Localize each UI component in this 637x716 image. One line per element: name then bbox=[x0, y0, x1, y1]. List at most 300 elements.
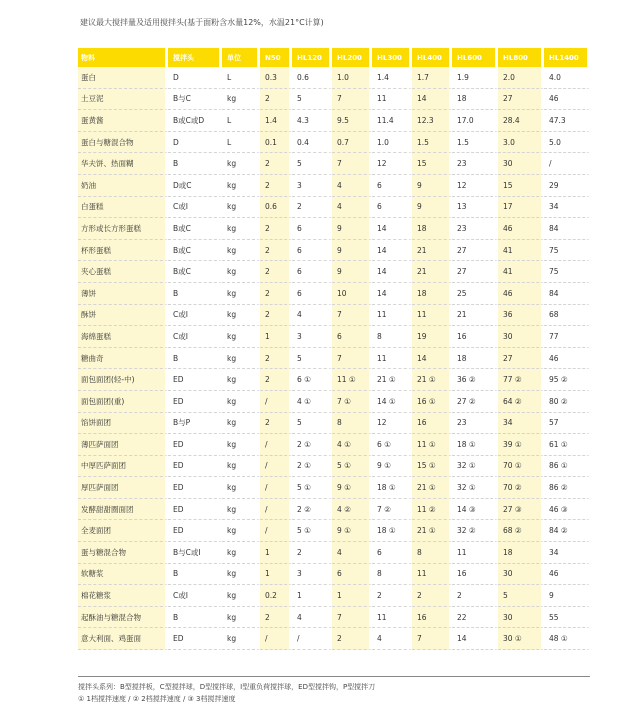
table-cell: 7 bbox=[332, 607, 372, 629]
table-cell: 8 bbox=[332, 413, 372, 435]
table-cell: 2 bbox=[412, 585, 452, 607]
table-cell: 12 bbox=[372, 153, 412, 175]
table-cell: 0.3 bbox=[260, 67, 292, 89]
column-header: N50 bbox=[260, 48, 292, 67]
table-cell: kg bbox=[222, 261, 260, 283]
table-cell: 21 ① bbox=[372, 369, 412, 391]
table-cell: 57 bbox=[544, 413, 590, 435]
table-row bbox=[78, 240, 590, 262]
table-cell: 6 bbox=[372, 175, 412, 197]
table-cell: 11 ② bbox=[412, 499, 452, 521]
table-row bbox=[78, 413, 590, 435]
table-cell: 11 ① bbox=[332, 369, 372, 391]
table-cell: 12.3 bbox=[412, 110, 452, 132]
table-row bbox=[78, 434, 590, 456]
table-cell: B与P bbox=[168, 413, 222, 435]
table-cell: 16 bbox=[412, 607, 452, 629]
table-cell: kg bbox=[222, 197, 260, 219]
table-cell: / bbox=[260, 477, 292, 499]
material-cell: 棉花糖浆 bbox=[78, 585, 168, 607]
table-cell: 16 bbox=[412, 413, 452, 435]
table-cell: 9 bbox=[544, 585, 590, 607]
table-cell: 4 ① bbox=[332, 434, 372, 456]
material-cell: 蛋白与糖混合物 bbox=[78, 132, 168, 154]
table-cell: 12 bbox=[452, 175, 498, 197]
table-row bbox=[78, 305, 590, 327]
table-cell: 0.1 bbox=[260, 132, 292, 154]
table-row bbox=[78, 197, 590, 219]
table-cell: 2 bbox=[260, 89, 292, 111]
table-cell: 32 ① bbox=[452, 477, 498, 499]
table-row bbox=[78, 520, 590, 542]
table-cell: ED bbox=[168, 477, 222, 499]
table-cell: D bbox=[168, 132, 222, 154]
table-row bbox=[78, 110, 590, 132]
material-cell: 面包面团(轻-中) bbox=[78, 369, 168, 391]
table-cell: C或I bbox=[168, 197, 222, 219]
table-cell: 7 ① bbox=[332, 391, 372, 413]
table-cell: 0.7 bbox=[332, 132, 372, 154]
table-cell: 6 bbox=[292, 283, 332, 305]
table-cell: 41 bbox=[498, 261, 544, 283]
table-cell: 68 ② bbox=[498, 520, 544, 542]
table-title: 建议最大搅拌量及适用搅拌头(基于面粉含水量12%，水温21°C计算) bbox=[80, 18, 324, 27]
table-cell: B或C bbox=[168, 240, 222, 262]
table-cell: 1.0 bbox=[372, 132, 412, 154]
table-cell: 55 bbox=[544, 607, 590, 629]
table-cell: 84 bbox=[544, 283, 590, 305]
table-cell: 46 ③ bbox=[544, 499, 590, 521]
table-cell: 1.5 bbox=[452, 132, 498, 154]
table-cell: 1 bbox=[260, 542, 292, 564]
table-cell: 6 bbox=[292, 240, 332, 262]
table-cell: 11 bbox=[452, 542, 498, 564]
table-cell: 6 bbox=[292, 218, 332, 240]
column-header: HL800 bbox=[498, 48, 544, 67]
material-cell: 海绵蛋糕 bbox=[78, 326, 168, 348]
material-cell: 薄饼 bbox=[78, 283, 168, 305]
table-cell: 11.4 bbox=[372, 110, 412, 132]
table-cell: 1.0 bbox=[332, 67, 372, 89]
table-row bbox=[78, 175, 590, 197]
table-cell: B或C或D bbox=[168, 110, 222, 132]
table-cell: / bbox=[260, 434, 292, 456]
column-header: HL120 bbox=[292, 48, 332, 67]
column-header: 单位 bbox=[222, 48, 260, 67]
column-header: HL400 bbox=[412, 48, 452, 67]
material-cell: 蛋黄酱 bbox=[78, 110, 168, 132]
material-cell: 酥饼 bbox=[78, 305, 168, 327]
table-cell: 9 bbox=[412, 197, 452, 219]
table-cell: 1.5 bbox=[412, 132, 452, 154]
table-cell: L bbox=[222, 67, 260, 89]
material-cell: 白蛋糕 bbox=[78, 197, 168, 219]
table-cell: 77 ② bbox=[498, 369, 544, 391]
material-cell: 糖曲奇 bbox=[78, 348, 168, 370]
material-cell: 薄匹萨面团 bbox=[78, 434, 168, 456]
table-cell: ED bbox=[168, 520, 222, 542]
header-row bbox=[78, 48, 590, 67]
table-cell: 4 bbox=[292, 305, 332, 327]
table-cell: kg bbox=[222, 585, 260, 607]
table-cell: B bbox=[168, 564, 222, 586]
table-cell: B或C bbox=[168, 261, 222, 283]
table-cell: ED bbox=[168, 369, 222, 391]
table-cell: 80 ② bbox=[544, 391, 590, 413]
material-cell: 方形或长方形蛋糕 bbox=[78, 218, 168, 240]
table-cell: 2 bbox=[292, 542, 332, 564]
table-cell: kg bbox=[222, 283, 260, 305]
column-header: 搅拌头 bbox=[168, 48, 222, 67]
table-row bbox=[78, 456, 590, 478]
table-cell: B bbox=[168, 153, 222, 175]
table-cell: 7 ② bbox=[372, 499, 412, 521]
table-row bbox=[78, 283, 590, 305]
table-cell: 18 bbox=[452, 89, 498, 111]
table-cell: 5 bbox=[292, 89, 332, 111]
table-cell: 14 bbox=[372, 283, 412, 305]
table-cell: 84 ② bbox=[544, 520, 590, 542]
material-cell: 软糖浆 bbox=[78, 564, 168, 586]
table-cell: 21 bbox=[452, 305, 498, 327]
table-cell: L bbox=[222, 110, 260, 132]
table-cell: 3 bbox=[292, 564, 332, 586]
table-cell: kg bbox=[222, 348, 260, 370]
table-cell: kg bbox=[222, 153, 260, 175]
table-cell: 2 ① bbox=[292, 456, 332, 478]
table-cell: 3.0 bbox=[498, 132, 544, 154]
table-cell: 1.4 bbox=[260, 110, 292, 132]
table-cell: 34 bbox=[498, 413, 544, 435]
table-cell: 4 bbox=[332, 197, 372, 219]
table-cell: 3 bbox=[292, 175, 332, 197]
table-cell: 2 bbox=[260, 413, 292, 435]
material-cell: 意大利面、鸡蛋面 bbox=[78, 628, 168, 650]
table-cell: 6 bbox=[372, 197, 412, 219]
table-cell: 46 bbox=[498, 218, 544, 240]
table-cell: 4.0 bbox=[544, 67, 590, 89]
table-cell: 70 ① bbox=[498, 456, 544, 478]
table-cell: kg bbox=[222, 391, 260, 413]
table-cell: 4 bbox=[332, 542, 372, 564]
column-header: HL300 bbox=[372, 48, 412, 67]
table-cell: 5 ① bbox=[332, 456, 372, 478]
table-cell: 86 ① bbox=[544, 456, 590, 478]
table-cell: 86 ② bbox=[544, 477, 590, 499]
table-cell: 23 bbox=[452, 218, 498, 240]
table-cell: 4.3 bbox=[292, 110, 332, 132]
table-cell: 1.4 bbox=[372, 67, 412, 89]
material-cell: 土豆泥 bbox=[78, 89, 168, 111]
table-cell: ED bbox=[168, 499, 222, 521]
table-cell: kg bbox=[222, 542, 260, 564]
table-cell: kg bbox=[222, 434, 260, 456]
table-row bbox=[78, 607, 590, 629]
table-cell: 18 bbox=[452, 348, 498, 370]
table-cell: 9 ① bbox=[332, 477, 372, 499]
table-row bbox=[78, 348, 590, 370]
table-cell: 13 bbox=[452, 197, 498, 219]
table-cell: / bbox=[260, 391, 292, 413]
column-header: 物料 bbox=[78, 48, 168, 67]
table-cell: 27 ③ bbox=[498, 499, 544, 521]
table-cell: 16 bbox=[452, 564, 498, 586]
table-cell: 27 bbox=[498, 348, 544, 370]
table-cell: 61 ① bbox=[544, 434, 590, 456]
table-cell: 2 bbox=[260, 153, 292, 175]
table-cell: 2 bbox=[260, 240, 292, 262]
table-cell: kg bbox=[222, 218, 260, 240]
table-cell: 10 bbox=[332, 283, 372, 305]
table-cell: 1.9 bbox=[452, 67, 498, 89]
table-cell: 84 bbox=[544, 218, 590, 240]
table-cell: kg bbox=[222, 607, 260, 629]
table-cell: 14 ① bbox=[372, 391, 412, 413]
table-cell: 2 ① bbox=[292, 434, 332, 456]
table-cell: 6 bbox=[332, 326, 372, 348]
table-cell: 18 ① bbox=[452, 434, 498, 456]
table-row bbox=[78, 499, 590, 521]
table-cell: 5 bbox=[292, 153, 332, 175]
table-cell: / bbox=[260, 456, 292, 478]
table-cell: kg bbox=[222, 326, 260, 348]
table-cell: 18 bbox=[498, 542, 544, 564]
table-cell: 6 ① bbox=[372, 434, 412, 456]
table-row bbox=[78, 326, 590, 348]
table-cell: 32 ② bbox=[452, 520, 498, 542]
table-cell: 46 bbox=[498, 283, 544, 305]
table-cell: 2 bbox=[372, 585, 412, 607]
material-cell: 厚匹萨面团 bbox=[78, 477, 168, 499]
table-cell: 9 bbox=[332, 261, 372, 283]
table-cell: 21 bbox=[412, 261, 452, 283]
table-cell: 9 bbox=[412, 175, 452, 197]
table-cell: 15 bbox=[498, 175, 544, 197]
table-cell: 11 bbox=[412, 305, 452, 327]
table-cell: / bbox=[260, 520, 292, 542]
table-cell: 22 bbox=[452, 607, 498, 629]
table-cell: kg bbox=[222, 89, 260, 111]
table-cell: 14 ③ bbox=[452, 499, 498, 521]
table-body bbox=[78, 67, 590, 650]
table-cell: 8 bbox=[372, 564, 412, 586]
table-row bbox=[78, 153, 590, 175]
material-cell: 杯形蛋糕 bbox=[78, 240, 168, 262]
material-cell: 夹心蛋糕 bbox=[78, 261, 168, 283]
table-cell: 0.4 bbox=[292, 132, 332, 154]
table-row bbox=[78, 89, 590, 111]
footnote-speeds: ① 1档搅拌速度 / ② 2档搅拌速度 / ③ 3档搅拌速度 bbox=[78, 695, 236, 703]
table-cell: C或I bbox=[168, 326, 222, 348]
table-cell: B bbox=[168, 607, 222, 629]
table-cell: 47.3 bbox=[544, 110, 590, 132]
table-cell: L bbox=[222, 132, 260, 154]
table-cell: 6 bbox=[332, 564, 372, 586]
table-cell: 4 bbox=[372, 628, 412, 650]
table-cell: 16 bbox=[452, 326, 498, 348]
table-cell: 27 bbox=[452, 240, 498, 262]
table-row bbox=[78, 391, 590, 413]
material-cell: 馅饼面团 bbox=[78, 413, 168, 435]
table-cell: 17 bbox=[498, 197, 544, 219]
table-cell: / bbox=[260, 499, 292, 521]
table-cell: / bbox=[544, 153, 590, 175]
table-cell: kg bbox=[222, 499, 260, 521]
table-cell: ED bbox=[168, 628, 222, 650]
table-cell: 75 bbox=[544, 240, 590, 262]
column-header: HL1400 bbox=[544, 48, 590, 67]
table-cell: 34 bbox=[544, 197, 590, 219]
table-cell: B与C或I bbox=[168, 542, 222, 564]
table-cell: 5 bbox=[498, 585, 544, 607]
table-cell: 2 bbox=[260, 218, 292, 240]
table-cell: 14 bbox=[372, 240, 412, 262]
table-cell: ED bbox=[168, 456, 222, 478]
table-cell: 2 bbox=[260, 607, 292, 629]
table-cell: 14 bbox=[412, 348, 452, 370]
table-cell: 5 bbox=[292, 413, 332, 435]
table-cell: 11 bbox=[412, 564, 452, 586]
table-cell: 2 bbox=[452, 585, 498, 607]
table-cell: 14 bbox=[412, 89, 452, 111]
material-cell: 发酵甜甜圈面团 bbox=[78, 499, 168, 521]
table-cell: 77 bbox=[544, 326, 590, 348]
table-cell: 5 ① bbox=[292, 477, 332, 499]
table-cell: 9 ① bbox=[332, 520, 372, 542]
table-cell: ED bbox=[168, 434, 222, 456]
table-row bbox=[78, 369, 590, 391]
table-cell: 5.0 bbox=[544, 132, 590, 154]
table-cell: 5 ① bbox=[292, 520, 332, 542]
table-cell: 8 bbox=[372, 326, 412, 348]
table-cell: B或C bbox=[168, 218, 222, 240]
table-cell: 36 ② bbox=[452, 369, 498, 391]
table-cell: / bbox=[260, 628, 292, 650]
table-cell: / bbox=[292, 628, 332, 650]
material-cell: 全麦面团 bbox=[78, 520, 168, 542]
table-cell: 2 bbox=[332, 628, 372, 650]
table-cell: 2 ② bbox=[292, 499, 332, 521]
table-cell: 30 bbox=[498, 564, 544, 586]
table-cell: kg bbox=[222, 413, 260, 435]
table-cell: 70 ② bbox=[498, 477, 544, 499]
table-cell: 7 bbox=[332, 305, 372, 327]
table-cell: B bbox=[168, 283, 222, 305]
table-cell: 4 ① bbox=[292, 391, 332, 413]
table-cell: kg bbox=[222, 369, 260, 391]
material-cell: 面包面团(重) bbox=[78, 391, 168, 413]
table-cell: 30 bbox=[498, 607, 544, 629]
table-cell: D bbox=[168, 67, 222, 89]
table-cell: 1 bbox=[332, 585, 372, 607]
table-row bbox=[78, 218, 590, 240]
table-cell: 6 bbox=[372, 542, 412, 564]
table-cell: 21 ① bbox=[412, 477, 452, 499]
material-cell: 奶油 bbox=[78, 175, 168, 197]
table-cell: 21 ① bbox=[412, 520, 452, 542]
table-cell: 18 ① bbox=[372, 520, 412, 542]
table-cell: 16 ① bbox=[412, 391, 452, 413]
table-cell: 2.0 bbox=[498, 67, 544, 89]
table-cell: 30 bbox=[498, 326, 544, 348]
table-cell: 32 ① bbox=[452, 456, 498, 478]
table-cell: 30 ① bbox=[498, 628, 544, 650]
footnote bbox=[78, 676, 590, 705]
table-cell: 4 bbox=[292, 607, 332, 629]
table-row bbox=[78, 261, 590, 283]
table-cell: kg bbox=[222, 456, 260, 478]
table-cell: 4 ② bbox=[332, 499, 372, 521]
table-cell: 18 ① bbox=[372, 477, 412, 499]
table-cell: 9 bbox=[332, 240, 372, 262]
table-row bbox=[78, 477, 590, 499]
table-cell: B bbox=[168, 348, 222, 370]
table-cell: kg bbox=[222, 240, 260, 262]
table-cell: 27 ② bbox=[452, 391, 498, 413]
table-cell: 41 bbox=[498, 240, 544, 262]
table-cell: 27 bbox=[498, 89, 544, 111]
table-cell: 39 ① bbox=[498, 434, 544, 456]
table-cell: 46 bbox=[544, 564, 590, 586]
table-cell: 2 bbox=[260, 305, 292, 327]
table-cell: 64 ② bbox=[498, 391, 544, 413]
table-cell: 27 bbox=[452, 261, 498, 283]
table-row bbox=[78, 542, 590, 564]
table-cell: 11 bbox=[372, 348, 412, 370]
table-cell: 21 ① bbox=[412, 369, 452, 391]
table-cell: 68 bbox=[544, 305, 590, 327]
mixing-capacity-table bbox=[78, 48, 590, 650]
table-cell: 36 bbox=[498, 305, 544, 327]
table-cell: 2 bbox=[260, 175, 292, 197]
table-cell: 2 bbox=[260, 369, 292, 391]
table-cell: 12 bbox=[372, 413, 412, 435]
table-cell: B与C bbox=[168, 89, 222, 111]
table-cell: 9.5 bbox=[332, 110, 372, 132]
table-cell: 7 bbox=[412, 628, 452, 650]
table-cell: kg bbox=[222, 564, 260, 586]
table-cell: 0.6 bbox=[260, 197, 292, 219]
table-cell: 34 bbox=[544, 542, 590, 564]
table-cell: 14 bbox=[372, 261, 412, 283]
table-cell: 14 bbox=[452, 628, 498, 650]
table-cell: 3 bbox=[292, 326, 332, 348]
material-cell: 蛋白 bbox=[78, 67, 168, 89]
table-cell: 30 bbox=[498, 153, 544, 175]
table-cell: 7 bbox=[332, 89, 372, 111]
table-cell: 46 bbox=[544, 348, 590, 370]
table-cell: 8 bbox=[412, 542, 452, 564]
table-cell: 2 bbox=[292, 197, 332, 219]
material-cell: 华夫饼、热面糊 bbox=[78, 153, 168, 175]
table-cell: 2 bbox=[260, 283, 292, 305]
table-row bbox=[78, 132, 590, 154]
table-cell: 7 bbox=[332, 153, 372, 175]
table-cell: 2 bbox=[260, 261, 292, 283]
table-cell: 11 bbox=[372, 89, 412, 111]
table-row bbox=[78, 628, 590, 650]
table-cell: 11 ① bbox=[412, 434, 452, 456]
table-cell: 15 ① bbox=[412, 456, 452, 478]
table-cell: 19 bbox=[412, 326, 452, 348]
table-row bbox=[78, 564, 590, 586]
table-cell: 46 bbox=[544, 89, 590, 111]
table-cell: C或I bbox=[168, 305, 222, 327]
table-row bbox=[78, 585, 590, 607]
table-cell: 1 bbox=[260, 564, 292, 586]
material-cell: 起酥油与糖混合物 bbox=[78, 607, 168, 629]
table-cell: 1.7 bbox=[412, 67, 452, 89]
